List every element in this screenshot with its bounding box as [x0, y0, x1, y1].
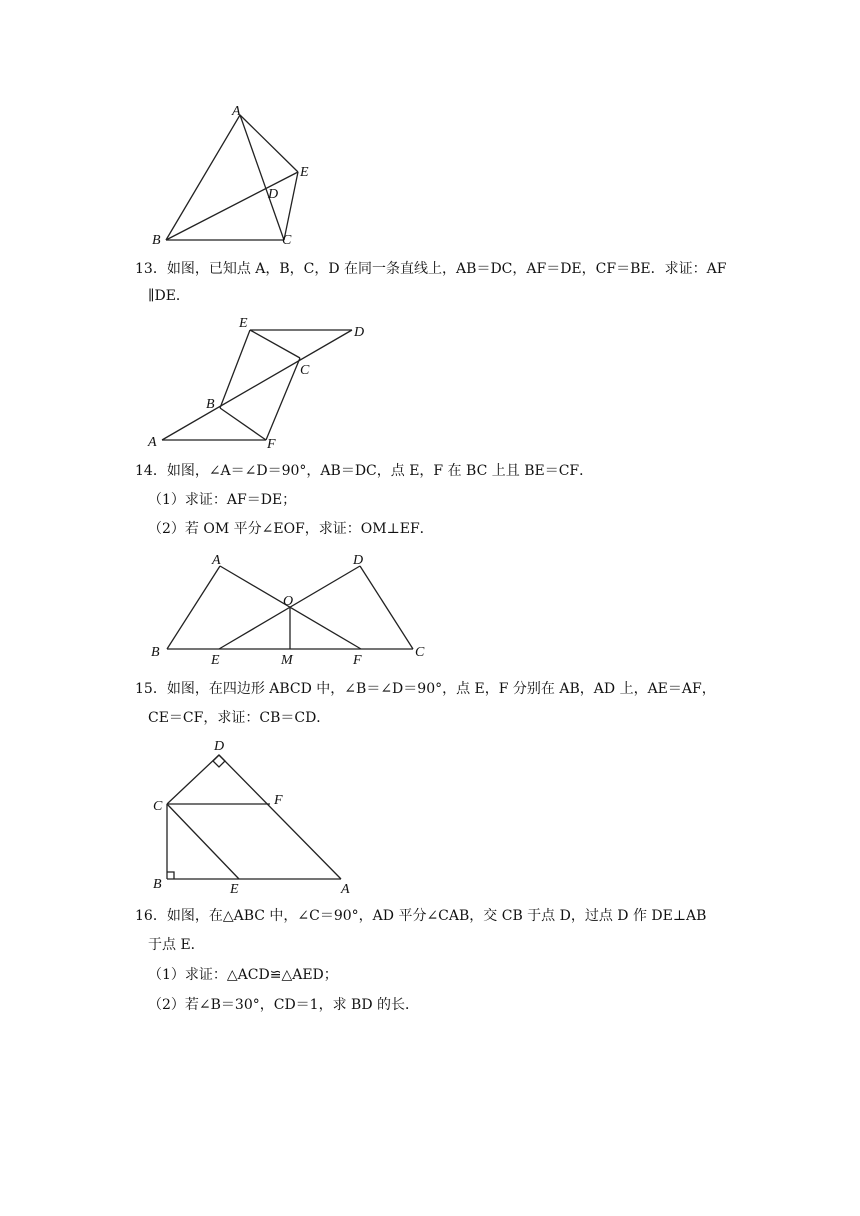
label-E: E	[230, 882, 239, 896]
q14-text-line2: （1）求证：AF＝DE；	[148, 492, 297, 508]
label-D: D	[214, 739, 225, 754]
label-E: E	[300, 165, 309, 180]
segment-DC	[360, 566, 413, 649]
q13-text-line1: 13．如图，已知点 A，B，C，D 在同一条直线上，AB＝DC，AF＝DE，CF＝BE．求证：AF	[135, 261, 727, 277]
label-D: D	[354, 325, 365, 340]
q14-text-line1: 14．如图，∠A＝∠D＝90°，AB＝DC，点 E，F 在 BC 上且 BE＝CF．	[135, 463, 594, 479]
right-angle-mark-B	[167, 872, 174, 879]
segment-CE	[284, 172, 298, 240]
label-F: F	[267, 437, 276, 452]
figure-q14	[145, 548, 445, 666]
label-D: D	[268, 187, 279, 202]
segment-BF	[220, 408, 266, 440]
label-C: C	[300, 363, 310, 378]
label-A: A	[232, 104, 241, 119]
q14-text-line3: （2）若 OM 平分∠EOF，求证：OM⊥EF．	[148, 521, 434, 537]
figure-q13	[140, 312, 380, 452]
q16-text-line2: 于点 E．	[148, 937, 205, 953]
label-C: C	[282, 233, 292, 248]
label-C: C	[415, 645, 425, 660]
label-F: F	[353, 653, 362, 666]
label-B: B	[206, 397, 215, 412]
label-A: A	[148, 435, 157, 450]
figure-q12	[140, 100, 340, 250]
segment-AB	[167, 566, 220, 649]
segment-AD	[162, 330, 352, 440]
label-E: E	[239, 316, 248, 331]
label-E: E	[211, 653, 220, 666]
segment-AC	[240, 115, 284, 240]
segment-CE	[167, 804, 239, 879]
q15-text-line2: CE＝CF，求证：CB＝CD．	[148, 710, 331, 726]
segment-EC	[250, 330, 300, 358]
label-D: D	[353, 553, 364, 568]
q16-text-line4: （2）若∠B＝30°，CD＝1，求 BD 的长．	[148, 997, 419, 1013]
label-C: C	[153, 799, 163, 814]
label-B: B	[151, 645, 160, 660]
label-B: B	[152, 233, 161, 248]
label-A: A	[212, 553, 221, 568]
segment-DA	[219, 755, 341, 879]
label-B: B	[153, 877, 162, 892]
segment-EB	[220, 330, 250, 408]
label-M: M	[281, 653, 293, 666]
q16-text-line3: （1）求证：△ACD≌△AED；	[148, 967, 338, 983]
figure-q15	[145, 736, 365, 896]
label-A: A	[341, 882, 350, 896]
right-angle-mark-D	[213, 755, 225, 767]
q16-text-line1: 16．如图，在△ABC 中，∠C＝90°，AD 平分∠CAB，交 CB 于点 D，过点 D 作 DE⊥AB	[135, 908, 707, 924]
label-O: O	[283, 594, 294, 609]
label-F: F	[274, 793, 283, 808]
segment-AE	[240, 115, 298, 172]
q15-text-line1: 15．如图，在四边形 ABCD 中，∠B＝∠D＝90°，点 E，F 分别在 AB，AD 上，AE＝AF，	[135, 681, 716, 697]
q13-text-line2: ∥DE．	[148, 288, 190, 304]
segment-CD	[167, 755, 219, 804]
